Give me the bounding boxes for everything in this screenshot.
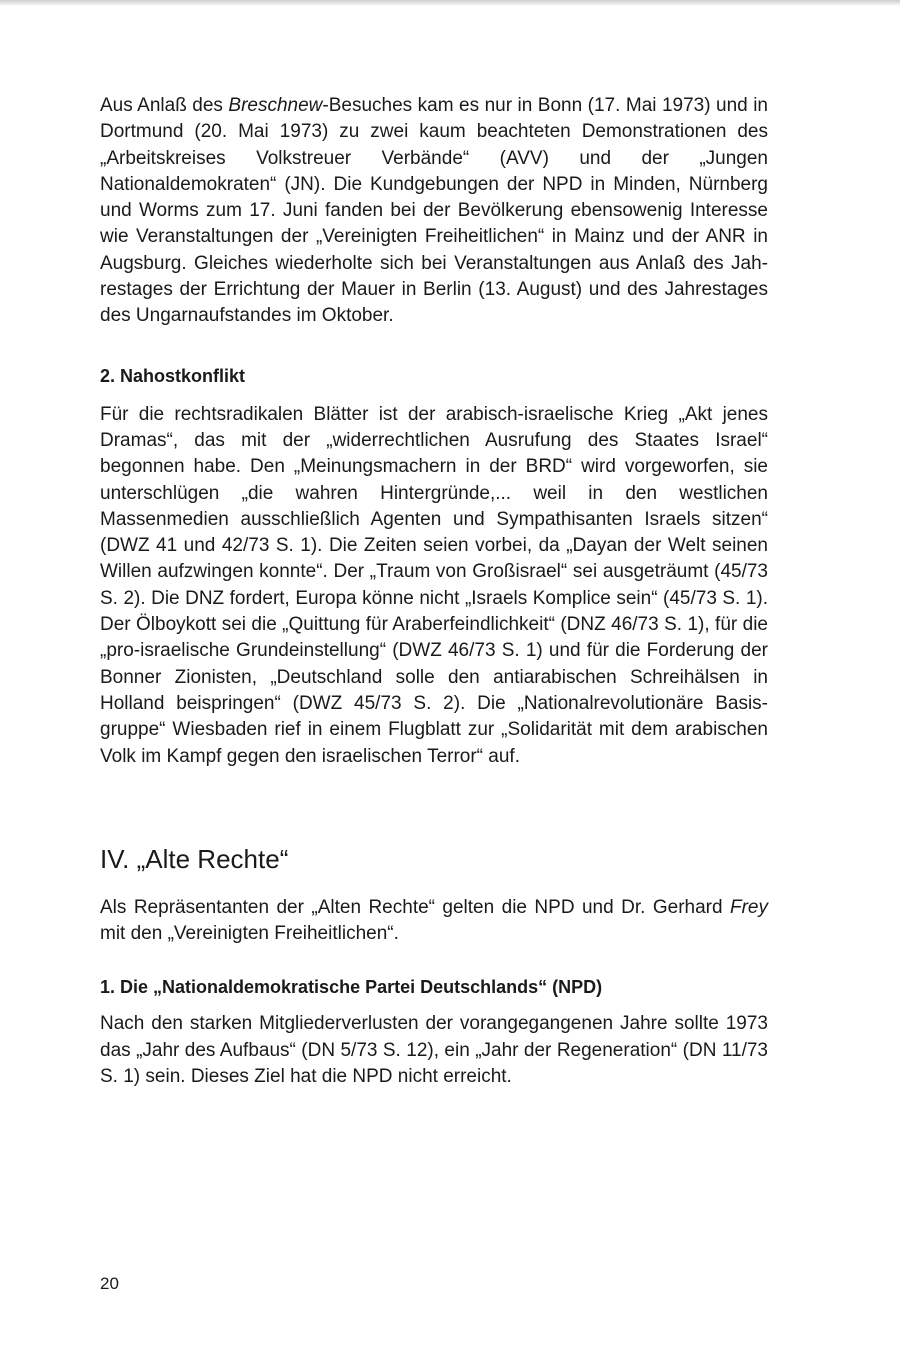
intro-paragraph: [100, 93, 768, 330]
alte-italic-name: Frey: [730, 896, 768, 918]
top-scan-edge: [0, 0, 900, 6]
intro-text-start: Aus Anlaß des: [100, 95, 229, 116]
document-page: [100, 93, 768, 1090]
npd-paragraph: Nach den starken Mitgliederverlusten der vorangegangenen Jahre sollte 1973 das „Jahr des Aufbaus“ (DN 5/73 S. 12), ein „Jahr der Regeneration“ (DN 11/73 S. 1) sein. Dieses Ziel hat die NPD nicht erreicht.: [100, 1013, 768, 1088]
section-heading: IV. „Alte Rechte“: [100, 843, 289, 874]
nahost-heading: 2. Nahostkonflikt: [100, 365, 246, 386]
nahost-paragraph: Für die rechtsradikalen Blätter ist der arabisch-israelische Krieg „Akt jenes Dramas“, das mit der „widerrechtlichen Ausrufung des Staates Israel“ begonnen habe. Den „Meinungsmachern in der BRD“ wird vorgeworfen, sie unterschlügen „die wahren Hintergründe,... weil in den westlichen Massenmedien ausschließlich Agenten und Sympathisanten Israels sitzen“ (DWZ 41 und 42/73 S. 1). Die Zeiten seien vorbei, da „Dayan der Welt seinen Willen aufzwingen konnte“. Der „Traum von Großisrael“ sei ausgeträumt (45/73 S. 2). Die DNZ fordert, Europa könne nicht „Israels Komplice sein“ (45/73 S. 1). Der Ölboykott sei die „Quittung für Araberfeindlichkeit“ (DNZ 46/73 S. 1), für die „pro-israelische Grundeinstellung“ (DWZ 46/73 S. 1) und für die Forderung der Bonner Zionisten, „Deutschland solle den antiarabischen Schreihälsen in Holland beispringen“ (DWZ 45/73 S. 2). Die „Nationalrevolutionäre Basisgruppe“ Wiesbaden rief in einem Flugblatt zur „Solidarität mit dem arabischen Volk im Kampf gegen den israelischen Terror“ auf.: [100, 403, 768, 767]
intro-italic-name: Breschnew: [228, 95, 323, 116]
alte-text-start: Als Repräsentanten der „Alten Rechte“ gelten die NPD und Dr. Gerhard: [100, 896, 730, 918]
intro-text-rest: -Besuches kam es nur in Bonn (17. Mai 1973) und in Dortmund (20. Mai 1973) zu zwei kaum beachteten Demonstrationen des „Arbeitskreises Volkstreuer Verbände“ (AVV) und der „Jungen Nationaldemokraten“ (JN). Die Kundgebungen der NPD in Minden, Nürnberg und Worms zum 17. Juni fanden bei der Bevölkerung ebensowenig Interesse wie Veranstaltungen der „Vereinigten Freiheitlichen“ in Mainz und der ANR in Augsburg. Gleiches wiederholte sich bei Veranstaltungen aus Anlaß des Jahrestages der Errichtung der Mauer in Berlin (13. August) und des Jahrestages des Ungarnaufstandes im Oktober.: [100, 95, 769, 327]
page-number: 20: [100, 1274, 119, 1293]
alte-text-rest: mit den „Vereinigten Freiheitlichen“.: [100, 923, 399, 945]
alte-rechte-paragraph: [100, 895, 768, 948]
npd-heading: 1. Die „Nationaldemokratische Partei Deutschlands“ (NPD): [100, 977, 603, 998]
